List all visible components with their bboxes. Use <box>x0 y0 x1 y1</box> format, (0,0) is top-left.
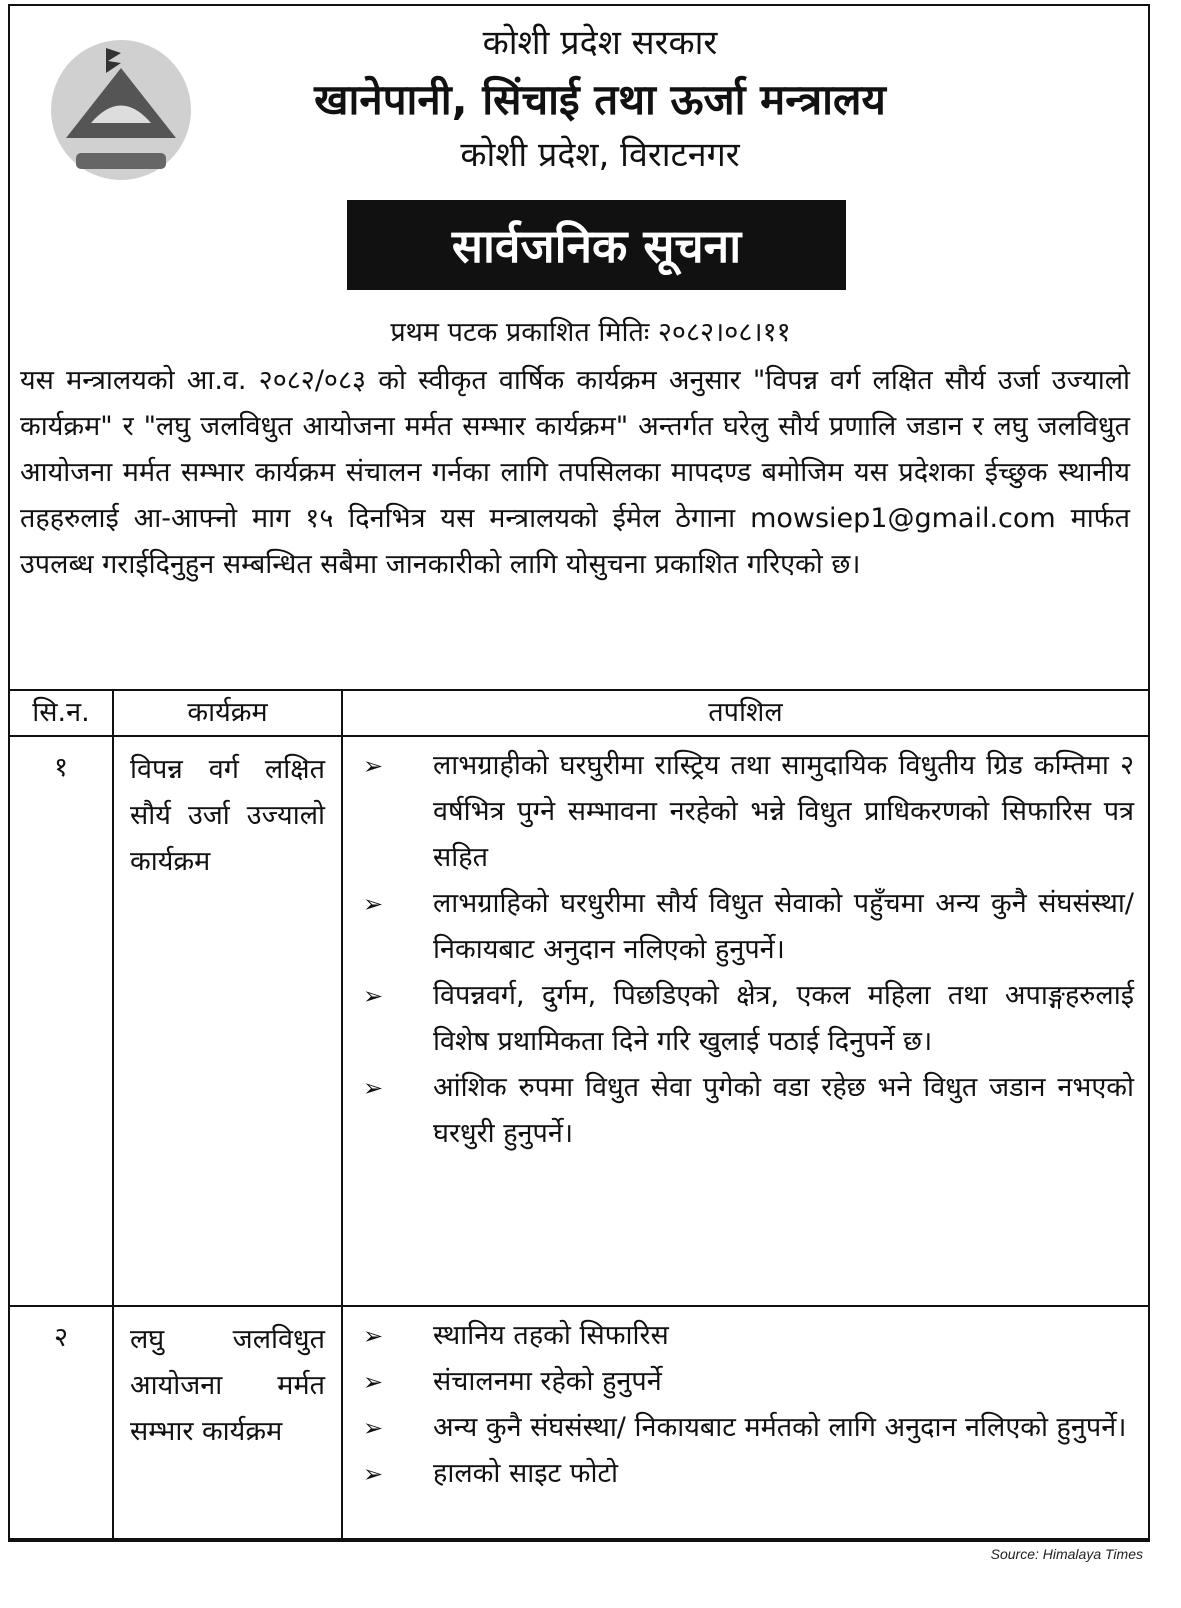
list-item: ➢ स्थानिय तहको सिफारिस <box>363 1313 1134 1359</box>
list-item: ➢ हालको साइट फोटो <box>363 1451 1134 1497</box>
row-details <box>342 1306 1149 1539</box>
ministry-location: कोशी प्रदेश, विराटनगर <box>460 135 740 175</box>
arrow-bullet-icon: ➢ <box>363 1074 384 1102</box>
source-credit: Source: Himalaya Times <box>990 1546 1143 1562</box>
notice-title: सार्वजनिक सूचना <box>347 200 846 290</box>
row-program: विपन्न वर्ग लक्षित सौर्य उर्जा उज्यालो कार्यक्रम <box>113 736 342 1306</box>
table-row <box>9 736 1149 1306</box>
list-item: ➢ लाभग्राहिको घरधुरीमा सौर्य विधुत सेवाको पहुँचमा अन्य कुनै संघसंस्था/ निकायबाट अनुदान नलिएको हुनुपर्ने। <box>363 881 1134 973</box>
government-name: कोशी प्रदेश सरकार <box>482 23 718 63</box>
arrow-bullet-icon: ➢ <box>363 982 384 1010</box>
table-header-row <box>9 690 1149 736</box>
notice-body: यस मन्त्रालयको आ.व. २०८२/०८३ को स्वीकृत वार्षिक कार्यक्रम अनुसार "विपन्न वर्ग लक्षित सौर्य उर्जा उज्यालो कार्यक्रम" र "लघु जलविधुत आयोजना मर्मत सम्भार कार्यक्रम" अन्तर्गत घरेलु सौर्य प्रणालि जडान र लघु जलविधुत आयोजना मर्मत सम्भार कार्यक्रम संचालन गर्नका लागि तपसिलका मापदण्ड बमोजिम यस प्रदेशका ईच्छुक स्थानीय तहहरुलाई आ-आफ्नो माग १५ दिनभित्र यस मन्त्रालयको ईमेल ठेगाना mowsiep1@gmail.com मार्फत उपलब्ध गराईदिनुहुन सम्बन्धित सबैमा जानकारीको लागि योसुचना प्रकाशित गरिएको छ। <box>20 365 1130 580</box>
ministry-name: खानेपानी, सिंचाई तथा ऊर्जा मन्त्रालय <box>314 75 886 124</box>
arrow-bullet-icon: ➢ <box>363 752 384 780</box>
criteria-table <box>8 689 1150 1540</box>
header-details: तपशिल <box>342 690 1149 736</box>
list-item: ➢ संचालनमा रहेको हुनुपर्ने <box>363 1359 1134 1405</box>
arrow-bullet-icon: ➢ <box>363 1414 384 1442</box>
list-item: ➢ अन्य कुनै संघसंस्था/ निकायबाट मर्मतको लागि अनुदान नलिएको हुनुपर्ने। <box>363 1405 1134 1451</box>
row-serial: १ <box>9 736 113 1306</box>
list-item: ➢ विपन्नवर्ग, दुर्गम, पिछडिएको क्षेत्र, एकल महिला तथा अपाङ्गहरुलाई विशेष प्रथामिकता दिने गरि खुलाई पठाई दिनुपर्ने छ। <box>363 973 1134 1065</box>
row-serial: २ <box>9 1306 113 1539</box>
row-program: लघु जलविधुत आयोजना मर्मत सम्भार कार्यक्रम <box>113 1306 342 1539</box>
list-item: ➢ लाभग्राहीको घरघुरीमा रास्ट्रिय तथा सामुदायिक विधुतीय ग्रिड कम्तिमा २ वर्षभित्र पुग्ने सम्भावना नरहेको भन्ने विधुत प्राधिकरणको सिफारिस पत्र सहित <box>363 743 1134 881</box>
table-row <box>9 1306 1149 1539</box>
arrow-bullet-icon: ➢ <box>363 1322 384 1350</box>
arrow-bullet-icon: ➢ <box>363 890 384 918</box>
arrow-bullet-icon: ➢ <box>363 1460 384 1488</box>
government-emblem-icon <box>36 28 206 188</box>
header-program: कार्यक्रम <box>113 690 342 736</box>
header-serial: सि.न. <box>9 690 113 736</box>
list-item: ➢ आंशिक रुपमा विधुत सेवा पुगेको वडा रहेछ भने विधुत जडान नभएको घरधुरी हुनुपर्ने। <box>363 1065 1134 1157</box>
row-details <box>342 736 1149 1306</box>
arrow-bullet-icon: ➢ <box>363 1368 384 1396</box>
publication-date: प्रथम पटक प्रकाशित मितिः २०८२।०८।११ <box>390 317 791 348</box>
